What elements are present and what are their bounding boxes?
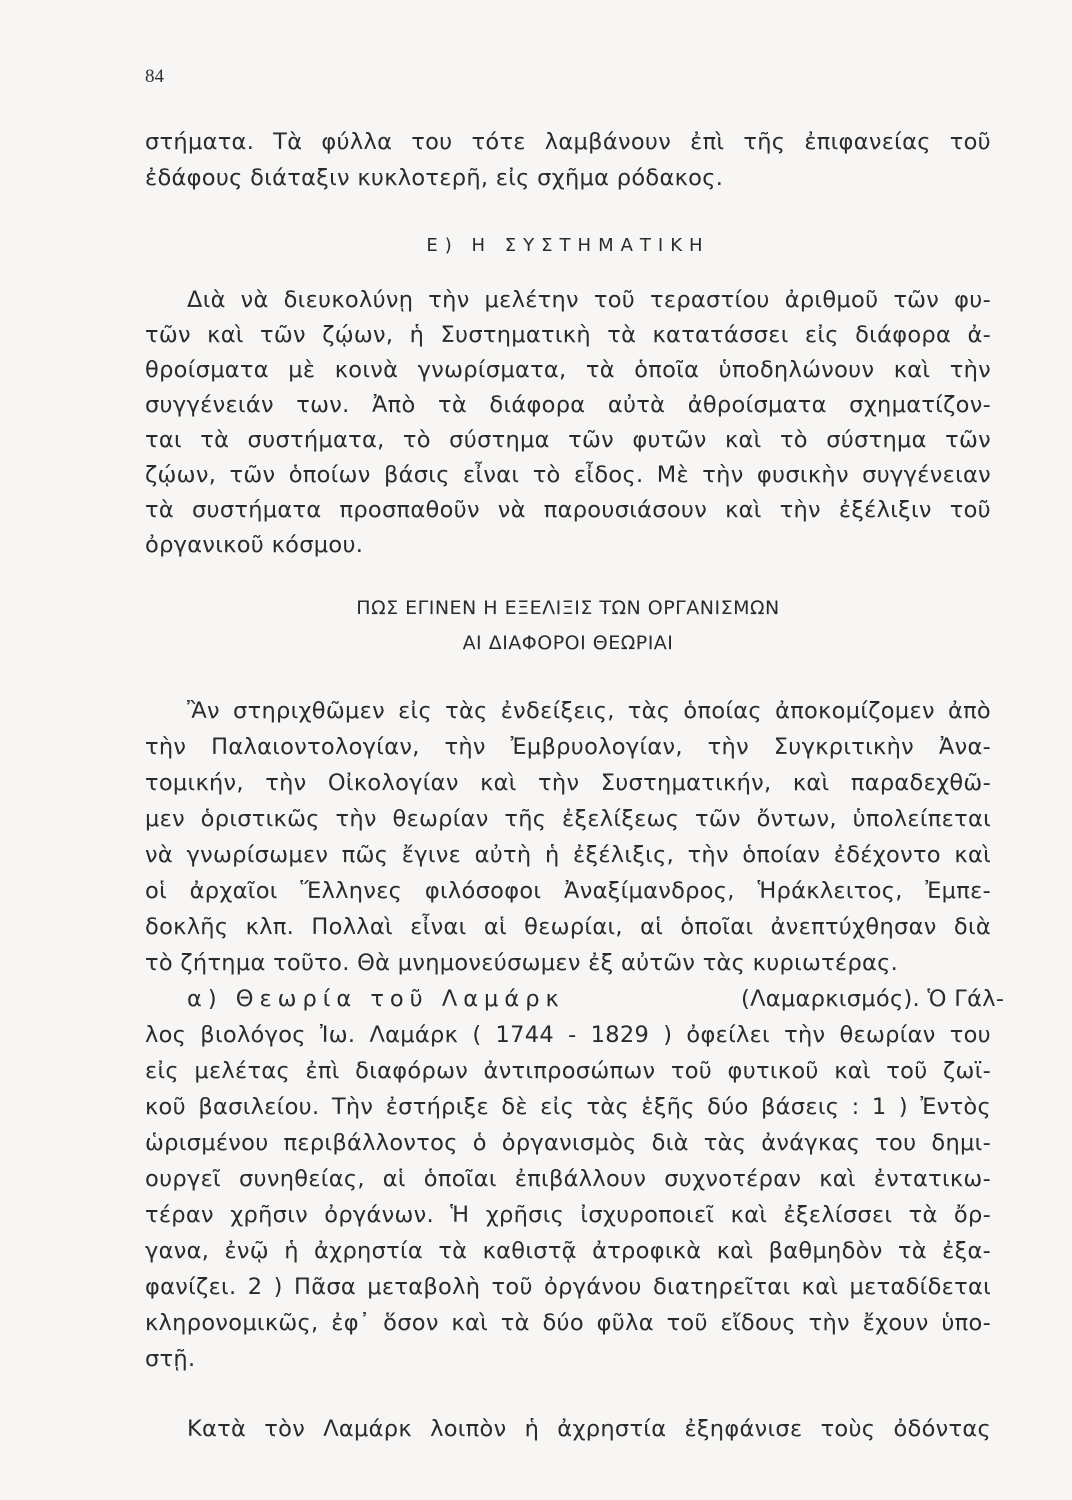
text-line: ται τὰ συστήματα, τὸ σύστημα τῶν φυτῶν καὶ τὸ σύστημα τῶν: [145, 427, 991, 453]
text-line: ὡρισμένου περιβάλλοντος ὁ ὀργανισμὸς διὰ τὰς ἀνάγκας του δημι-: [145, 1130, 991, 1156]
text-line: φανίζει. 2 ) Πᾶσα μεταβολὴ τοῦ ὀργάνου διατηρεῖται καὶ μεταδίδεται: [145, 1274, 991, 1300]
text-line: κληρονομικῶς, ἐφ᾽ ὅσον καὶ τὰ δύο φῦλα τοῦ εἴδους τὴν ἔχουν ὑπο-: [145, 1310, 991, 1336]
text-line: κοῦ βασιλείου. Τὴν ἐστήριξε δὲ εἰς τὰς ἑξῆς δύο βάσεις : 1 ) Ἐντὸς: [145, 1094, 991, 1120]
text-line: εἰς μελέτας ἐπὶ διαφόρων ἀντιπροσώπων τοῦ φυτικοῦ καὶ τοῦ ζωϊ-: [145, 1058, 991, 1084]
text-line: οἱ ἀρχαῖοι Ἕλληνες φιλόσοφοι Ἀναξίμανδρος, Ἡράκλειτος, Ἐμπε-: [145, 878, 991, 904]
text-line: στῇ.: [145, 1346, 196, 1372]
text-line: ουργεῖ συνηθείας, αἱ ὁποῖαι ἐπιβάλλουν συχνοτέραν καὶ ἐντατικω-: [145, 1166, 991, 1192]
text-line: νὰ γνωρίσωμεν πῶς ἔγινε αὐτὴ ἡ ἐξέλιξις, τὴν ὁποίαν ἐδέχοντο καὶ: [145, 842, 991, 868]
text-line: Ἂν στηριχθῶμεν εἰς τὰς ἐνδείξεις, τὰς ὁποίας ἀποκομίζομεν ἀπὸ: [187, 698, 991, 724]
text-line: τέραν χρῆσιν ὀργάνων. Ἡ χρῆσις ἰσχυροποιεῖ καὶ ἐξελίσσει τὰ ὄρ-: [145, 1202, 991, 1228]
text-line: θροίσματα μὲ κοινὰ γνωρίσματα, τὰ ὁποῖα ὑποδηλώνουν καὶ τὴν: [145, 357, 991, 383]
section-heading: Ε) Η ΣΥΣΤΗΜΑΤΙΚΗ: [426, 235, 710, 256]
text-line: δοκλῆς κλπ. Πολλαὶ εἶναι αἱ θεωρίαι, αἱ ὁποῖαι ἀνεπτύχθησαν διὰ: [145, 914, 991, 940]
text-line: συγγένειάν των. Ἀπὸ τὰ διάφορα αὐτὰ ἀθροίσματα σχηματίζον-: [145, 392, 991, 418]
lamarck-theory-title: α) Θεωρία τοῦ Λαμάρκ: [187, 986, 565, 1012]
page-number: 84: [145, 66, 164, 87]
text-line: μεν ὁριστικῶς τὴν θεωρίαν τῆς ἐξελίξεως τῶν ὄντων, ὑπολείπεται: [145, 806, 991, 832]
text-line: (Λαμαρκισμός). Ὁ Γάλ-: [741, 986, 1005, 1012]
text-line: στήματα. Τὰ φύλλα του τότε λαμβάνουν ἐπὶ τῆς ἐπιφανείας τοῦ: [145, 129, 991, 155]
text-line: τῶν καὶ τῶν ζῴων, ἡ Συστηματικὴ τὰ κατατάσσει εἰς διάφορα ἀ-: [145, 322, 991, 348]
text-line: τὴν Παλαιοντολογίαν, τὴν Ἐμβρυολογίαν, τὴν Συγκριτικὴν Ἀνα-: [145, 734, 991, 760]
text-line: τὰ συστήματα προσπαθοῦν νὰ παρουσιάσουν καὶ τὴν ἐξέλιξιν τοῦ: [145, 497, 991, 523]
text-line: τὸ ζήτημα τοῦτο. Θὰ μνημονεύσωμεν ἐξ αὐτῶν τὰς κυριωτέρας.: [145, 950, 899, 976]
heading-theories: ΑΙ ΔΙΑΦΟΡΟΙ ΘΕΩΡΙΑΙ: [462, 632, 674, 654]
text-line: γανα, ἐνῷ ἡ ἀχρηστία τὰ καθιστᾷ ἀτροφικὰ καὶ βαθμηδὸν τὰ ἐξα-: [145, 1238, 991, 1264]
text-line: ἐδάφους διάταξιν κυκλοτερῆ, εἰς σχῆμα ρόδακος.: [145, 165, 724, 191]
text-line: ὀργανικοῦ κόσμου.: [145, 532, 364, 558]
text-line: Κατὰ τὸν Λαμάρκ λοιπὸν ἡ ἀχρηστία ἐξηφάνισε τοὺς ὀδόντας: [187, 1416, 991, 1442]
lamarck-theory-label: [187, 988, 565, 1011]
text-line: Διὰ νὰ διευκολύνῃ τὴν μελέτην τοῦ τεραστίου ἀριθμοῦ τῶν φυ-: [187, 287, 991, 313]
text-line: τομικήν, τὴν Οἰκολογίαν καὶ τὴν Συστηματικήν, καὶ παραδεχθῶ-: [145, 770, 991, 796]
text-line: λος βιολόγος Ἰω. Λαμάρκ ( 1744 - 1829 ) ὀφείλει τὴν θεωρίαν του: [145, 1022, 991, 1048]
heading-evolution: ΠΩΣ ΕΓΙΝΕΝ Η ΕΞΕΛΙΞΙΣ ΤΩΝ ΟΡΓΑΝΙΣΜΩΝ: [356, 597, 780, 619]
text-line: ζῴων, τῶν ὁποίων βάσις εἶναι τὸ εἶδος. Μὲ τὴν φυσικὴν συγγένειαν: [145, 462, 991, 488]
